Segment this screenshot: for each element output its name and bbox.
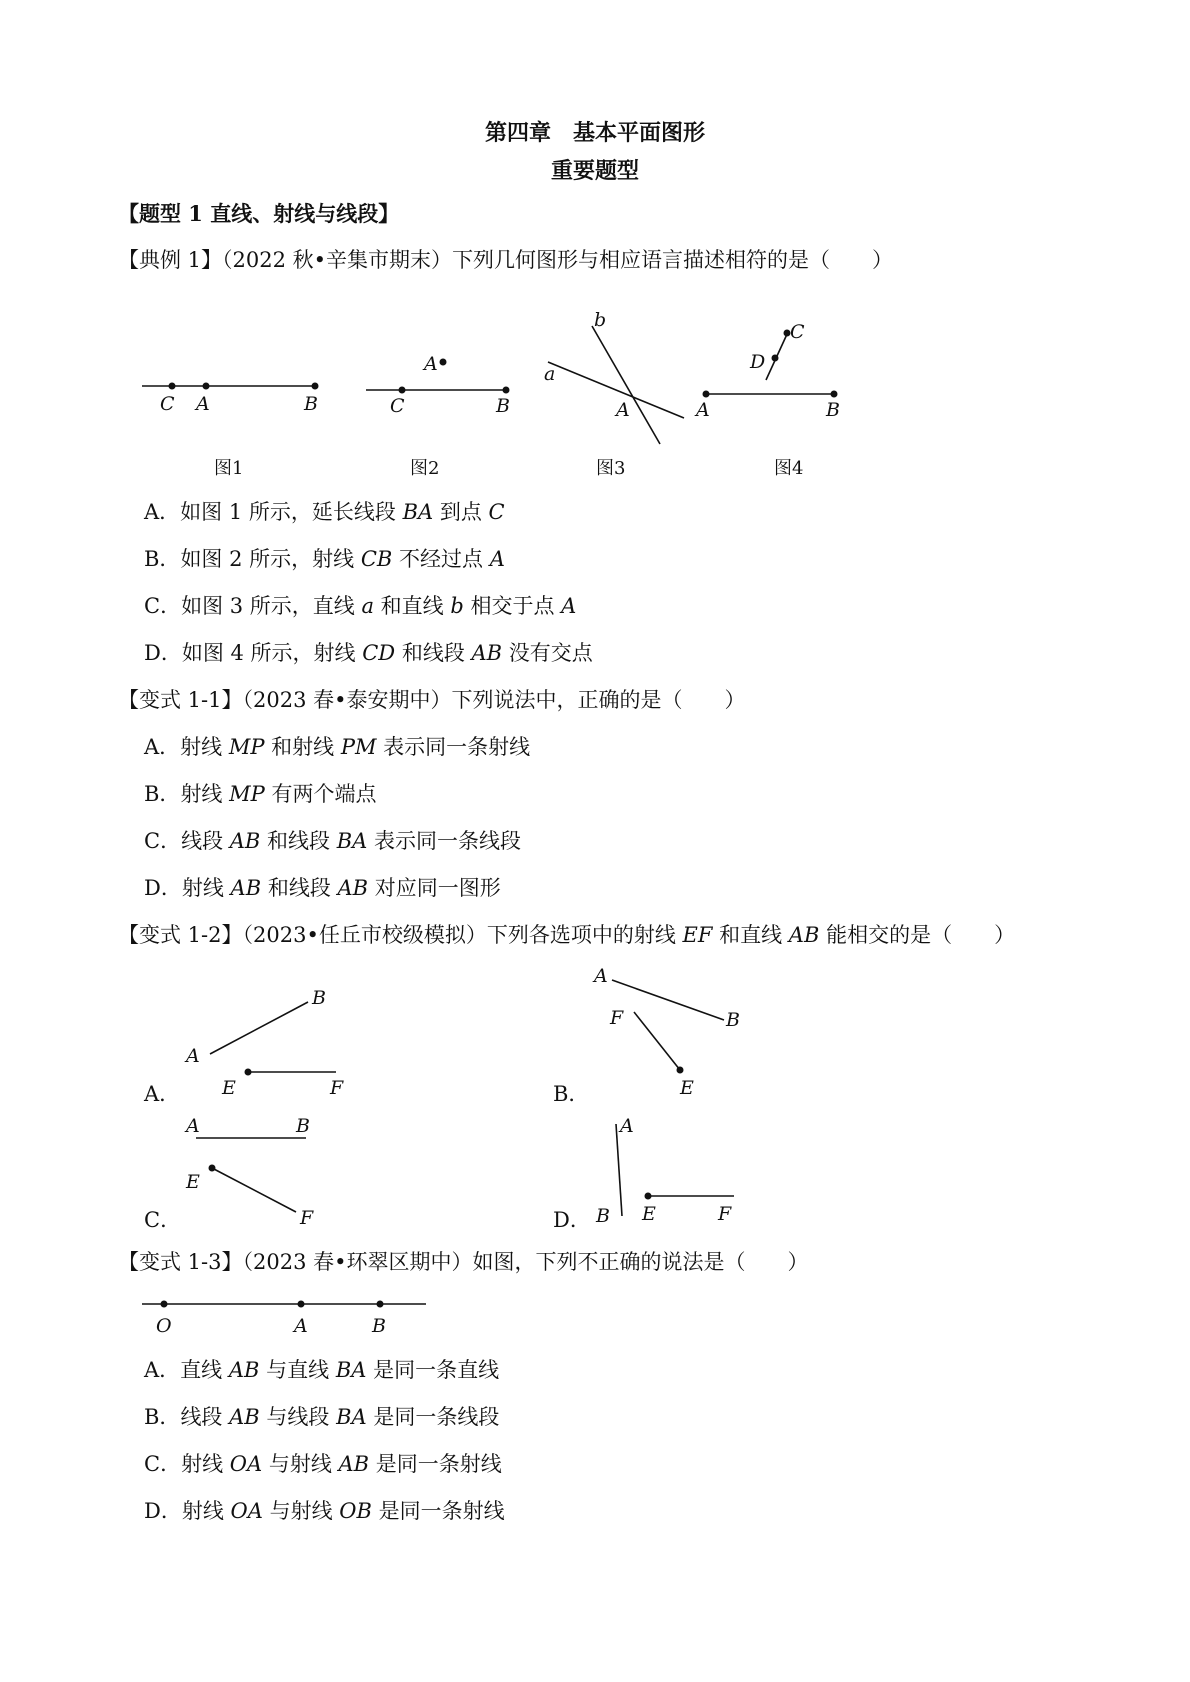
fig2-point-a [440,359,447,366]
option-key: A． [144,500,181,524]
option-text: 与射线 [262,1452,339,1476]
variant-1-1-stem [118,686,746,714]
fig4-group [694,321,840,479]
option-text: 到点 [433,500,489,524]
v12-option-c-label[interactable]: C． [144,1208,182,1232]
v12d-label-e: E [642,1203,656,1225]
v12a-line-ab [210,1002,308,1054]
v13-option-b[interactable] [144,1403,499,1431]
v12c-ray-ef [212,1168,296,1212]
fig4-label-b: B [826,399,840,421]
option-key: B． [144,1405,181,1429]
option-key: B． [144,782,181,806]
option-math: C [488,500,505,524]
ex1-option-a[interactable] [144,498,505,526]
variant-1-3-stem [118,1248,809,1276]
option-key: A． [144,1358,181,1382]
option-text: 线段 [181,829,230,853]
v12d-label-a: A [620,1115,634,1137]
option-text: 射线 [181,876,231,900]
v11-option-c[interactable] [144,827,521,855]
option-text: 如图 1 所示，延长线段 [180,500,403,524]
fig3-label-a: a [544,363,556,385]
question-math: EF [682,923,713,947]
v12-figure-b [592,965,740,1099]
variant-question: 下列各选项中的射线 [486,923,683,947]
option-key: C． [144,1452,182,1476]
option-math: MP [229,782,265,806]
option-math: AB [229,829,261,853]
fig4-label-a: A [696,399,710,421]
fig2-label-b: B [496,395,510,417]
v13-label-a: A [294,1315,308,1337]
ex1-option-d[interactable] [144,639,593,667]
fig2-group [366,353,510,479]
fig4-label-c: C [790,321,805,343]
option-key: D． [144,876,182,900]
v12b-label-f: F [610,1007,624,1029]
example-1-source: （2022 秋•辛集市期末） [222,248,453,272]
variant-1-2-stem [118,921,1015,949]
option-text: 不经过点 [392,547,490,571]
fig4-caption: 图4 [774,458,804,479]
fig1-point-c [169,383,176,390]
v11-option-b[interactable] [144,780,376,808]
variant-tag: 【变式 1-2】 [118,923,243,947]
fig4-point-b [831,391,838,398]
option-math: A [489,547,505,571]
option-key: B． [144,547,181,571]
variant-tag: 【变式 1-1】 [118,688,243,712]
variant-question: 能相交的是（ ） [819,923,1016,947]
option-text: 相交于点 [463,594,562,618]
option-text: 直线 [180,1358,229,1382]
option-math: MP [228,735,265,759]
fig2-caption: 图2 [410,458,440,479]
variant-question: 下列说法中，正确的是（ ） [451,688,746,712]
option-text: 是同一条直线 [366,1358,500,1382]
v12a-label-a: A [186,1045,200,1067]
fig3-label-A: A [616,399,630,421]
ex1-option-c[interactable] [144,592,576,620]
fig3-label-b: b [594,309,607,331]
option-text: 与直线 [259,1358,336,1382]
variant-source: （2023•任丘市校级模拟） [242,923,487,947]
fig1-point-a [203,383,210,390]
option-key: D． [144,641,182,665]
fig4-point-a [703,391,710,398]
option-text: 是同一条射线 [371,1499,505,1523]
v12-figure-c [184,1115,314,1229]
option-text: 与射线 [262,1499,340,1523]
option-math: CB [360,547,393,571]
ex1-option-b[interactable] [144,545,505,573]
option-math: AB [337,876,369,900]
variant-source: （2023 春•环翠区期中） [242,1250,473,1274]
v13-point-o [161,1301,168,1308]
v12b-ray-ef [634,1012,680,1070]
v12b-point-e [677,1067,684,1074]
option-text: 和线段 [260,829,337,853]
fig1-label-b: B [304,393,318,415]
option-key: D． [144,1499,182,1523]
option-text: 有两个端点 [264,782,377,806]
variant-source: （2023 春•泰安期中） [242,688,452,712]
v12d-label-f: F [718,1203,732,1225]
option-text: 对应同一图形 [368,876,501,900]
v13-point-b [377,1301,384,1308]
option-text: 如图 2 所示，射线 [180,547,361,571]
fig3-group [544,309,684,479]
v13-point-a [298,1301,305,1308]
option-text: 和线段 [395,641,472,665]
option-text: 和射线 [264,735,341,759]
v12c-label-f: F [300,1207,314,1229]
v12c-label-a: A [186,1115,200,1137]
option-math: CD [362,641,396,665]
option-text: 如图 3 所示，直线 [181,594,362,618]
option-math: b [450,594,464,618]
option-text: 射线 [181,1452,230,1476]
option-text: 线段 [180,1405,230,1429]
example-1-question: 下列几何图形与相应语言描述相符的是（ ） [452,248,894,272]
option-math: OA [229,1452,263,1476]
v12-figure-a [184,987,344,1099]
v11-option-d[interactable] [144,874,501,902]
option-text: 射线 [180,735,229,759]
section-heading: 【题型 1 直线、射线与线段】 [118,201,400,226]
variant-question: 如图，下列不正确的说法是（ ） [472,1250,809,1274]
option-text: 表示同一条射线 [376,735,531,759]
v12b-line-ab [612,980,724,1020]
variant-tag: 【变式 1-3】 [118,1250,243,1274]
v13-label-b: B [372,1315,386,1337]
option-text: 射线 [180,782,230,806]
option-text: 没有交点 [502,641,593,665]
option-math: BA [402,500,434,524]
v12c-label-e: E [186,1171,200,1193]
option-math: OA [230,1499,263,1523]
v12d-line-ab [616,1124,622,1216]
option-key: A． [144,735,181,759]
example-1-tag: 【典例 1】 [118,248,223,272]
v12a-label-b: B [312,987,326,1009]
fig3-caption: 图3 [596,458,626,479]
question-math: AB [788,923,820,947]
option-text: 和直线 [374,594,451,618]
fig1-label-c: C [160,393,175,415]
v12-option-d-label[interactable]: D． [553,1208,591,1232]
option-key: C． [144,594,182,618]
option-math: AB [228,1358,260,1382]
option-math: BA [335,1358,367,1382]
v13-option-c[interactable] [144,1450,502,1478]
v12-option-b-label[interactable]: B． [553,1082,590,1106]
option-math: AB [230,876,262,900]
fig4-label-d: D [750,351,766,373]
v12-option-a-label[interactable]: A． [144,1082,181,1106]
fig1-point-b [312,383,319,390]
fig1-group [142,383,319,480]
option-text: 和线段 [261,876,338,900]
option-text: 是同一条线段 [366,1405,500,1429]
v13-option-a[interactable] [144,1356,499,1384]
variant-question: 和直线 [712,923,789,947]
option-math: OB [339,1499,372,1523]
v12d-label-b: B [596,1205,610,1227]
option-math: a [361,594,374,618]
v12c-point-e [209,1165,216,1172]
v11-option-a[interactable] [144,733,530,761]
option-math: BA [336,1405,367,1429]
option-text: 是同一条射线 [369,1452,502,1476]
fig2-point-c [399,387,406,394]
option-math: BA [336,829,368,853]
fig1-label-a: A [196,393,210,415]
v13-figure [142,1301,426,1338]
fig1-caption: 图1 [214,458,244,479]
v12b-label-e: E [680,1077,694,1099]
option-math: A [561,594,577,618]
fig2-label-c: C [390,395,405,417]
fig2-label-a: A [424,353,438,375]
option-math: PM [340,735,377,759]
option-key: C． [144,829,182,853]
option-math: AB [338,1452,370,1476]
v12a-label-e: E [222,1077,236,1099]
option-math: AB [229,1405,260,1429]
option-math: AB [471,641,503,665]
option-text: 表示同一条线段 [367,829,522,853]
v12b-label-b: B [726,1009,740,1031]
option-text: 与线段 [259,1405,337,1429]
v12c-label-b: B [296,1115,310,1137]
chapter-title: 第四章 基本平面图形 [484,120,705,146]
v12a-label-f: F [330,1077,344,1099]
v12-figure-d [595,1115,734,1227]
v12d-point-e [645,1193,652,1200]
fig2-point-b [503,387,510,394]
v12b-label-a: A [594,965,608,987]
option-text: 如图 4 所示，射线 [181,641,363,665]
fig4-point-d [772,355,779,362]
v13-label-o: O [156,1315,172,1337]
v13-option-d[interactable] [144,1497,505,1525]
option-text: 射线 [181,1499,231,1523]
subtitle: 重要题型 [550,158,639,184]
v12a-point-e [245,1069,252,1076]
